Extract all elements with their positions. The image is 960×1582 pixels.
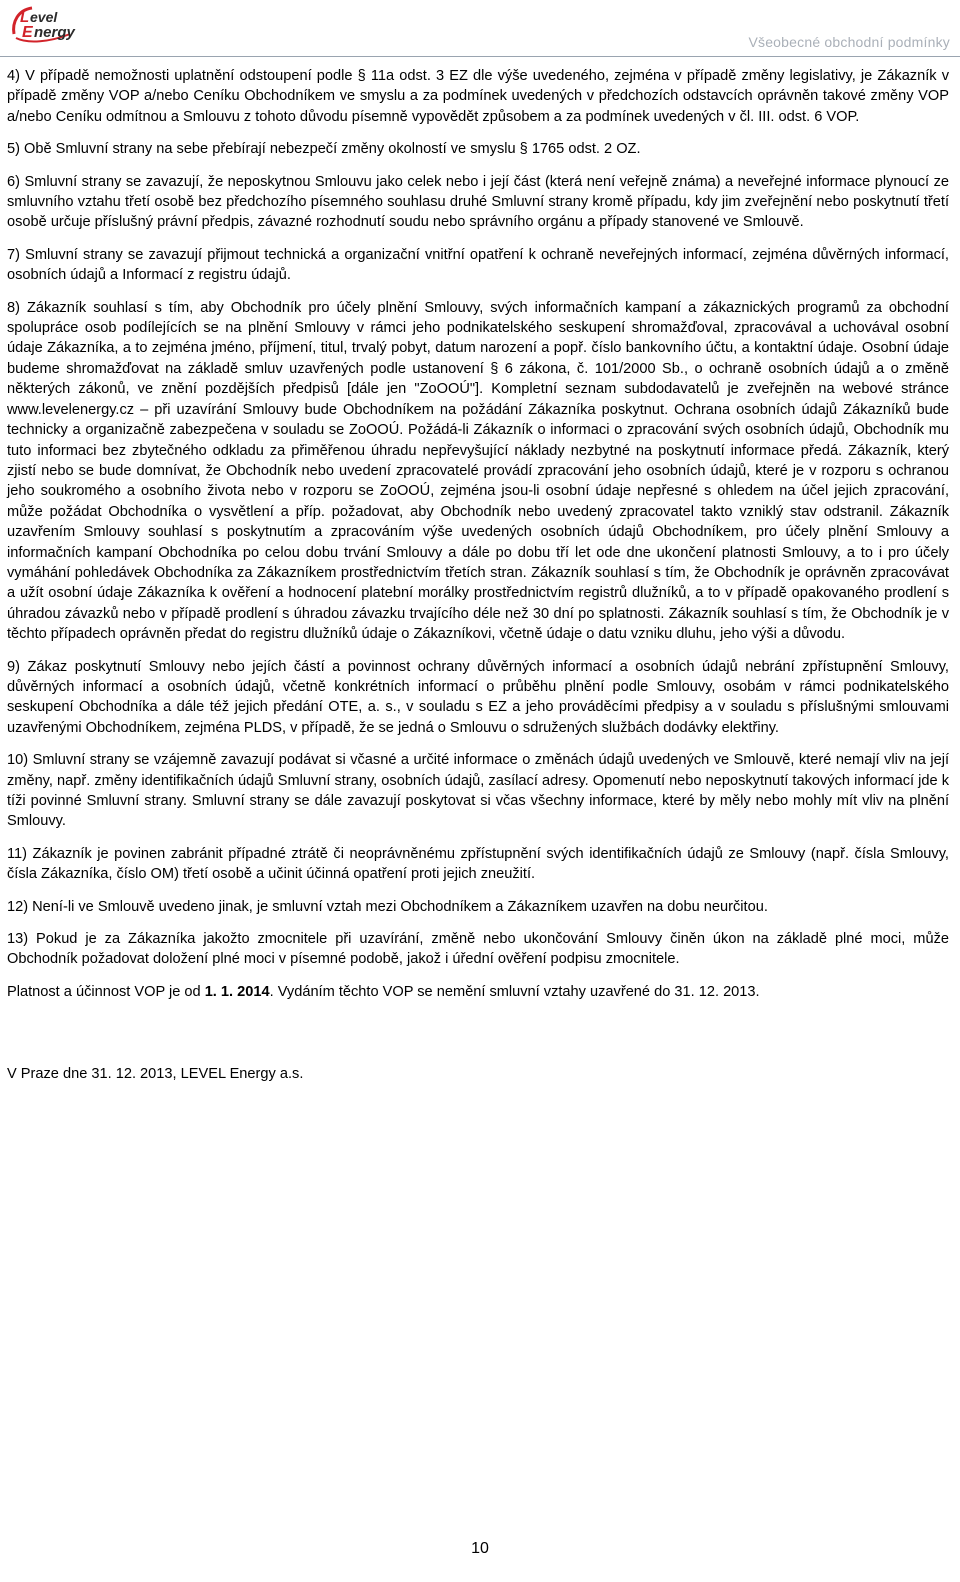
paragraph-13: 13) Pokud je za Zákazníka jakožto zmocnitele při uzavírání, změně nebo ukončování Smlouvy činěn úkon na základě plné moci, může Obchodník požadovat doložení plné moci v písemné podobě, jakož i úřední ověření podpisu zmocnitele. (7, 931, 949, 968)
level-energy-logo (10, 4, 110, 44)
validity-date: 1. 1. 2014 (204, 983, 270, 1000)
validity-statement (7, 982, 949, 1002)
header-divider (0, 56, 960, 57)
page-header (0, 0, 960, 50)
document-body (7, 66, 949, 1085)
svg-text:nergy: nergy (34, 24, 75, 41)
svg-text:evel: evel (30, 9, 58, 25)
paragraph-9: 9) Zákaz poskytnutí Smlouvy nebo jejích částí a povinnost ochrany důvěrných informací a osobních údajů nebrání zpřístupnění Smlouvy, důvěrných informací a osobních údajů, včetně konkrétních informací o průběhu plnění podle Smlouvy, osobám v rámci podnikatelského seskupení Obchodníka a dále též jejich předání OTE, a. s., v souladu s EZ a jeho prováděcími předpisy a v souladu s příslušnými smlouvami uzavřenými Obchodníkem, zejména PLDS, v případě, že se jedná o Smlouvu o sdružených službách dodávky elektřiny. (7, 658, 949, 736)
paragraph-7: 7) Smluvní strany se zavazují přijmout technická a organizační vnitřní opatření k ochraně neveřejných informací, zejména důvěrných informací, osobních údajů a Informací z registru údajů. (7, 246, 949, 284)
paragraph-10: 10) Smluvní strany se vzájemně zavazují podávat si včasné a určité informace o změnách údajů uvedených ve Smlouvě, které nemají vliv na její změny, např. změny identifikačních údajů Smluvní strany, osobních údajů, zasílací adresy. Opomenutí nebo neposkytnutí takových informací jde k tíži povinné Smluvní strany. Smluvní strany se dále zavazují poskytovat si včas všechny informace, které by měly nebo mohly mít vliv na plnění Smlouvy. (7, 752, 949, 830)
paragraph-4: 4) V případě nemožnosti uplatnění odstoupení podle § 11a odst. 3 EZ dle výše uvedeného, zejména v případě změny legislativy, je Zákazník v případě změny VOP a/nebo Ceníku Obchodníkem ve smyslu a za podmínek uvedených v předchozích odstavcích oprávněn takové změny VOP a/nebo Ceníku odmítnou a Smlouvu z tohoto důvodu písemně vypovědět způsobem a za podmínek uvedených v čl. III. odst. 6 VOP. (7, 68, 949, 125)
paragraph-6: 6) Smluvní strany se zavazují, že neposkytnou Smlouvu jako celek nebo i její část (která není veřejně známa) a neveřejné informace plynoucí ze smluvního vztahu třetí osobě bez předchozího písemného souhlasu druhé Smluvní strany kromě případu, kdy jim zveřejnění nebo poskytnutí třetí osobě určuje příslušný právní předpis, závazné rozhodnutí soudu nebo správního orgánu a případy stanovené ve Smlouvě. (7, 173, 949, 231)
paragraph-5: 5) Obě Smluvní strany na sebe přebírají nebezpečí změny okolností ve smyslu § 1765 odst. 2 OZ. (7, 141, 641, 158)
validity-prefix: Platnost a účinnost VOP je od (7, 983, 205, 1000)
svg-text:L: L (20, 9, 30, 26)
document-title: Všeobecné obchodní podmínky (748, 34, 950, 50)
validity-suffix: . Vydáním těchto VOP se nemění smluvní vztahy uzavřené do 31. 12. 2013. (269, 983, 760, 1000)
paragraph-8: 8) Zákazník souhlasí s tím, aby Obchodník pro účely plnění Smlouvy, svých informačních kampaní a zákaznických programů za obchodní spolupráce osob podílejících se na plnění Smlouvy v rámci jeho podnikatelského seskupení shromažďoval, zpracovával a uchovával osobní údaje Zákazníka, a to zejména jméno, příjmení, titul, trvalý pobyt, datum narození a popř. číslo bankovního účtu, a kontaktní údaje. Osobní údaje budeme shromažďovat na základě smluv uzavřených podle ustanovení § 6 zákona, č. 101/2000 Sb., o ochraně osobních údajů a o změně některých zákonů, ve znění pozdějších předpisů [dále jen "ZoOOÚ"]. Kompletní seznam subdodavatelů je zveřejněn na webové stránce www.levelenergy.cz – při uzavírání Smlouvy bude Obchodníkem na požádání Zákazníka poskytnut. Ochrana osobních údajů Zákazníků bude technicky a organizačně zabezpečena v souladu se ZoOOÚ. Požádá-li Zákazník o informaci o zpracování svých osobních údajů, Obchodník mu tuto informaci bez zbytečného odkladu za přiměřenou úhradu nepřevyšující náklady nezbytné na poskytnutí informace předá. Zákazník, který zjistí nebo se bude domnívat, že Obchodník nebo uvedení zpracovatelé provádí zpracování jeho osobních údajů, které je v rozporu s ochranou jeho soukromého a osobního života nebo v rozporu se ZoOOÚ, zejména jsou-li osobní údaje nepřesné s ohledem na účel jejich zpracování, může požádat Obchodníka o vysvětlení a příp. požadovat, aby Obchodník nebo uvedený zpracovatel takto vzniklý stav odstranil. Zákazník uzavřením Smlouvy souhlasí s poskytnutím a zpracováním výše uvedených osobních údajů Obchodníkem, pro účely plnění Smlouvy a informačních kampaní Obchodníka po celou dobu trvání Smlouvy a dále po dobu tří let ode dne ukončení platnosti Smlouvy, a to i pro účely vymáhání pohledávek Obchodníka za Zákazníkem prostřednictvím třetích stran. Zákazník souhlasí s tím, že Obchodník je oprávněn zpracovávat a užít osobní údaje Zákazníka k ověření a hodnocení platební morálky prostřednictvím registrů dlužníků, a to v případě opakovaného prodlení s úhradou závazků nebo v případě prodlení s úhradou závazku trvajícího déle než 30 dní po splatnosti. Zákazník souhlasí s tím, že Obchodník je v těchto případech oprávněn předat do registru dlužníků údaje o Zákazníkovi, včetně údaje o datu vzniku dluhu, jeho výši a důvodu. (7, 299, 949, 643)
signature-line: V Praze dne 31. 12. 2013, LEVEL Energy a.s. (7, 1066, 304, 1083)
paragraph-11: 11) Zákazník je povinen zabránit případné ztrátě či neoprávněnému zpřístupnění svých identifikačních údajů ze Smlouvy (např. čísla Smlouvy, čísla Zákazníka, číslo OM) třetí osobě a učinit účinná opatření proti jejich zneužití. (7, 845, 949, 883)
svg-text:E: E (22, 24, 33, 41)
page-number: 10 (471, 1540, 489, 1557)
paragraph-12: 12) Není-li ve Smlouvě uvedeno jinak, je smluvní vztah mezi Obchodníkem a Zákazníkem uzavřen na dobu neurčitou. (7, 898, 768, 915)
